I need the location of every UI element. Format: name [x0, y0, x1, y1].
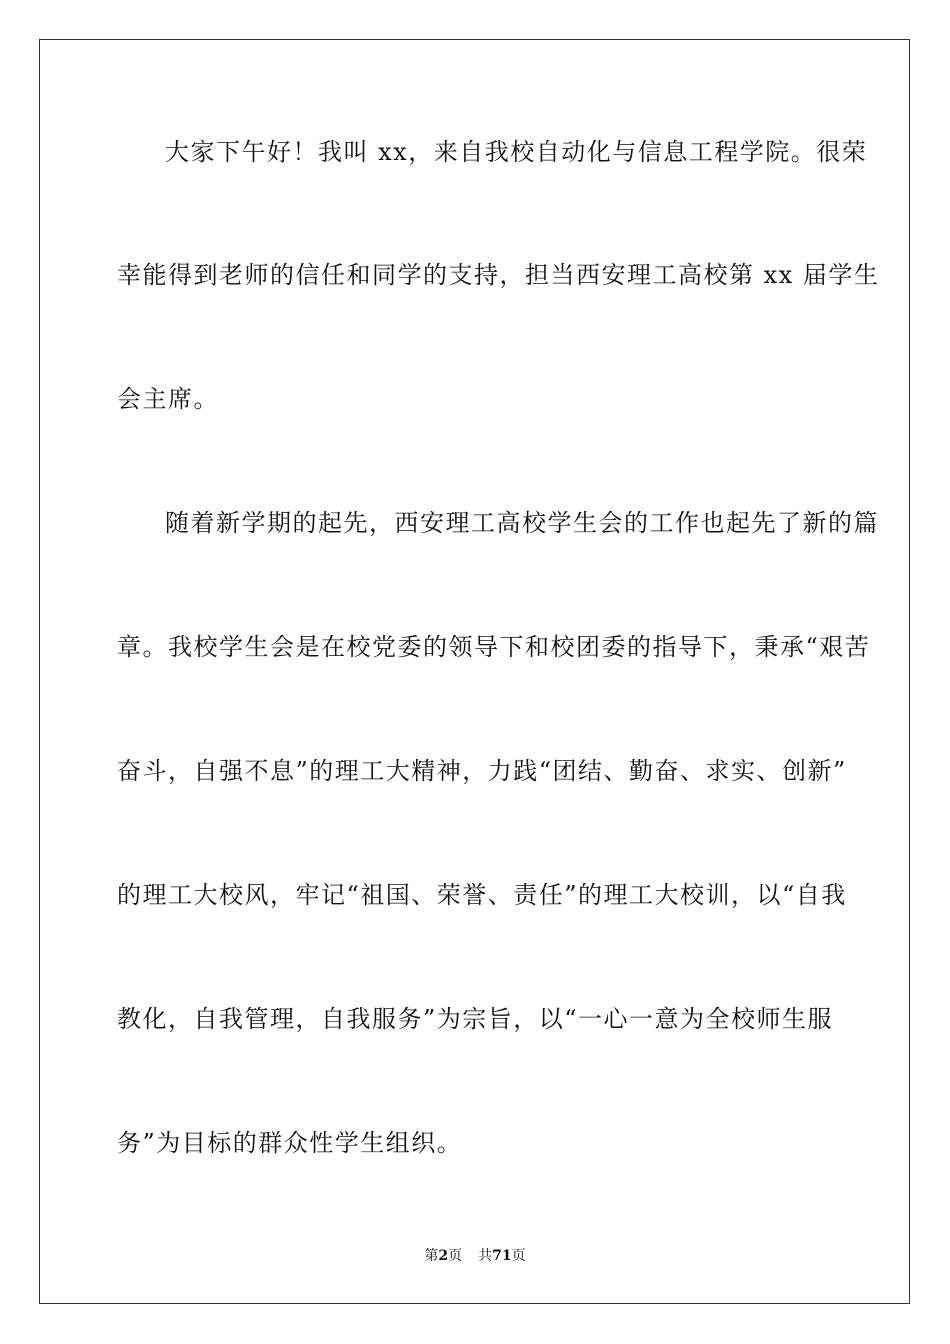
paragraph-1-line-3: 会主席。	[117, 385, 219, 413]
paragraph-1-line-2: 幸能得到老师的信任和同学的支持，担当西安理工高校第 xx 届学生	[117, 261, 880, 289]
page-suffix: 页	[448, 1248, 463, 1264]
page-border	[39, 39, 910, 1304]
total-prefix: 共	[478, 1248, 493, 1264]
page-footer	[0, 1247, 950, 1265]
paragraph-2-line-5: 教化，自我管理，自我服务”为宗旨，以“一心一意为全校师生服	[117, 1005, 834, 1033]
paragraph-2-line-3: 奋斗，自强不息”的理工大精神，力践“团结、勤奋、求实、创新”	[117, 757, 847, 785]
total-suffix: 页	[511, 1248, 526, 1264]
paragraph-2-line-2: 章。我校学生会是在校党委的领导下和校团委的指导下，秉承“艰苦	[117, 633, 871, 661]
paragraph-2-line-6: 务”为目标的群众性学生组织。	[117, 1129, 463, 1157]
paragraph-2-line-4: 的理工大校风，牢记“祖国、荣誉、责任”的理工大校训，以“自我	[117, 881, 847, 909]
paragraph-2-line-1: 随着新学期的起先，西安理工高校学生会的工作也起先了新的篇	[165, 509, 879, 537]
paragraph-1-line-1: 大家下午好！我叫 xx，来自我校自动化与信息工程学院。很荣	[165, 138, 868, 166]
total-pages: 71	[492, 1248, 512, 1264]
page-prefix: 第	[424, 1248, 439, 1264]
page-number: 2	[438, 1248, 449, 1264]
